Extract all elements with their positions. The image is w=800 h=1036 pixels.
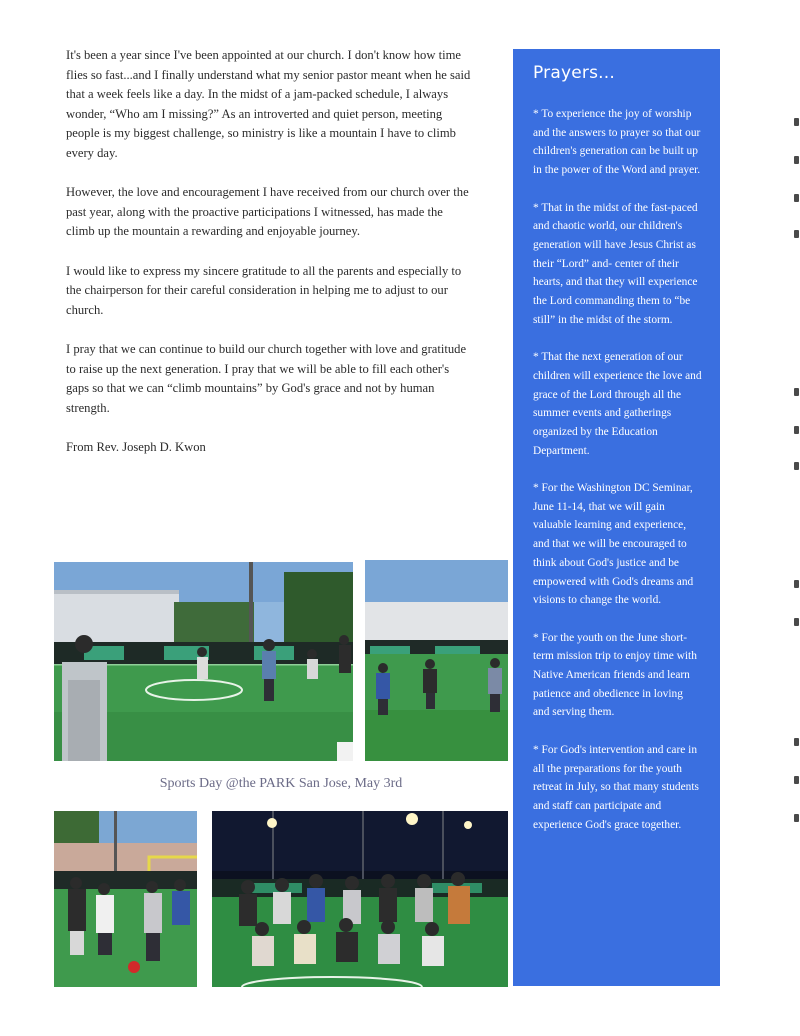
letter-paragraph-1: It's been a year since I've been appointed at our church. I don't know how time flies so fast...and I finally understand what my senior pastor meant when he said that a week feels like a day. In the midst of a jam-packed schedule, I always wonder, “Who am I missing?” As an introverted and quiet person, meeting people is my biggest challenge, so ministry is like a mountain I have to climb every day. — [66, 48, 471, 160]
prayers-panel — [513, 49, 720, 986]
letter-paragraph-2: However, the love and encouragement I have received from our church over the past year, along with the proactive participations I witnessed, has made the climb up the mountain a rewarding and enjoyable journey. — [66, 185, 469, 239]
prayer-item-2: * That in the midst of the fast-paced and chaotic world, our children's generation will have Jesus Christ as their “Lord” and- center of their hearts, and that they will experience the Lord commanding them to “be still” in the midst of the storm. — [533, 201, 698, 326]
letter-paragraph-3: I would like to express my sincere gratitude to all the parents and especially to the chairperson for their careful consideration in helping me to adjust to our church. — [66, 263, 462, 317]
prayer-item-5: * For the youth on the June short-term mission trip to enjoy time with Native American friends and learn patience and obedience in loving and serving them. — [533, 631, 697, 719]
letter-signature: From Rev. Joseph D. Kwon — [66, 439, 206, 454]
prayer-item-1: * To experience the joy of worship and the answers to prayer so that our children's generation can be built up in the power of the Word and prayer. — [533, 108, 701, 177]
sports-day-photo-1 — [54, 562, 353, 761]
prayers-title: Prayers... — [533, 63, 615, 83]
pastor-letter — [66, 46, 471, 477]
sports-day-photo-2 — [365, 560, 508, 761]
photo-caption: Sports Day @the PARK San Jose, May 3rd — [159, 776, 403, 791]
prayer-item-4: * For the Washington DC Seminar, June 11-14, that we will gain valuable learning and experience, and that we will be encouraged to think about God's justice and be empowered with God's dreams and visions to change the world. — [533, 482, 694, 607]
prayer-item-6: * For God's intervention and care in all the preparations for the youth retreat in July, so that many students and staff can participate and experience God's grace together. — [533, 743, 699, 831]
letter-paragraph-4: I pray that we can continue to build our church together with love and gratitude to raise up the next generation. I pray that we will be able to fill each other's gaps so that we can “climb mountains” by God's grace and not by human strength. — [66, 341, 467, 415]
page-edge-marks — [794, 0, 800, 1036]
sports-day-photo-3 — [54, 811, 197, 987]
prayer-item-3: * That the next generation of our children will experience the love and grace of the Lord through all the summer events and gatherings organized by the Education Department. — [533, 351, 702, 457]
sports-day-group-photo — [212, 811, 508, 987]
